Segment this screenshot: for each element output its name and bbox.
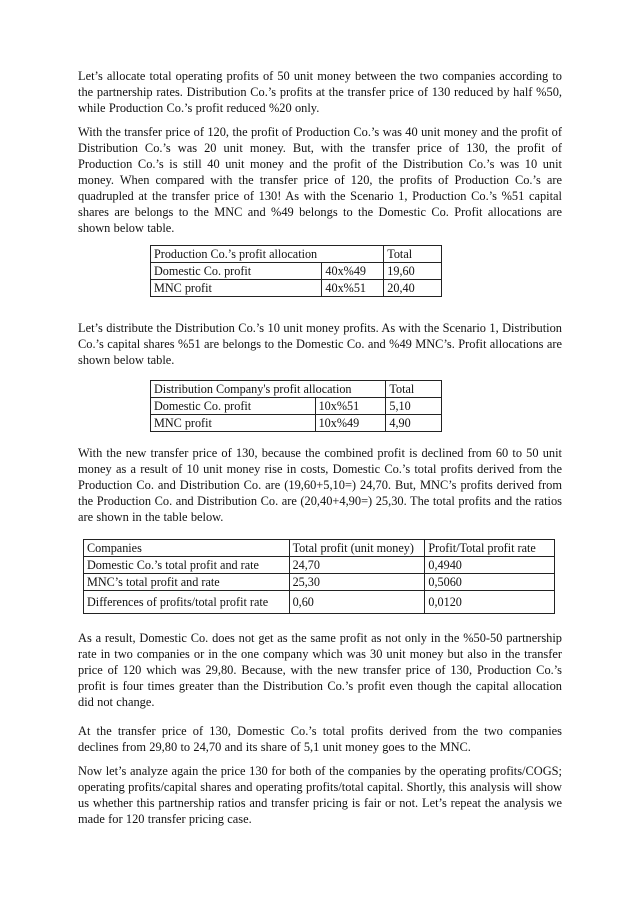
paragraph-decline: At the transfer price of 130, Domestic Co.’s total profits derived from the two companies declines from 29,80 to 24,70 and its share of 5,1 unit money goes to the MNC. xyxy=(78,724,562,754)
table-cell: 40x%49 xyxy=(322,263,384,280)
table-row xyxy=(84,557,555,574)
table-cell: 0,0120 xyxy=(425,591,555,614)
table-header-cell: Total profit (unit money) xyxy=(289,540,425,557)
table-cell: MNC profit xyxy=(151,415,316,432)
table-header-cell: Total xyxy=(386,381,442,398)
table-row xyxy=(84,540,555,557)
table-cell: 0,5060 xyxy=(425,574,555,591)
table-row xyxy=(84,591,555,614)
table-cell: 40x%51 xyxy=(322,280,384,297)
table-row xyxy=(151,398,442,415)
table-cell: Domestic Co.’s total profit and rate xyxy=(84,557,290,574)
paragraph-allocation-intro: Let’s allocate total operating profits of 50 unit money between the two companies according to the partnership rates. Distribution Co.’s profits at the transfer price of 130 reduced by half %50, while Production Co.’s profit reduced %20 only. xyxy=(78,69,562,115)
total-profit-table xyxy=(83,539,555,614)
table-header-cell: Total xyxy=(384,246,442,263)
paragraph-combined-profit: With the new transfer price of 130, because the combined profit is declined from 60 to 50 unit money as a result of 10 unit money rise in costs, Domestic Co.’s total profits derived from the Production Co. and Distribution Co. are (19,60+5,10=) 24,70. But, MNC’s profits derived from the Production Co. and Distribution Co. are (20,40+4,90=) 25,30. The total profits and the ratios are shown in the table below. xyxy=(78,446,562,524)
table-cell: Domestic Co. profit xyxy=(151,263,322,280)
table-row xyxy=(151,280,442,297)
table-header-cell: Production Co.’s profit allocation xyxy=(151,246,384,263)
table-cell: 0,60 xyxy=(289,591,425,614)
table-cell: 24,70 xyxy=(289,557,425,574)
table-header-cell: Distribution Company's profit allocation xyxy=(151,381,386,398)
production-profit-table xyxy=(150,245,442,297)
table-cell: 10x%51 xyxy=(315,398,386,415)
table-header-cell: Companies xyxy=(84,540,290,557)
paragraph-distribution-profits: Let’s distribute the Distribution Co.’s 10 unit money profits. As with the Scenario 1, Distribution Co.’s capital shares %51 are belongs to the Domestic Co. and %49 MNC’s. Profit allocations are shown below table. xyxy=(78,321,562,367)
table-header-cell: Profit/Total profit rate xyxy=(425,540,555,557)
table-row xyxy=(151,415,442,432)
paragraph-analysis: Now let’s analyze again the price 130 for both of the companies by the operating profits/COGS; operating profits/capital shares and operating profits/total capital. Shortly, this analysis will show us whether this partnership ratios and transfer pricing is fair or not. Let’s repeat the analysis we made for 120 transfer pricing case. xyxy=(78,764,562,826)
table-cell: 25,30 xyxy=(289,574,425,591)
table-row xyxy=(151,246,442,263)
table-row xyxy=(151,381,442,398)
table-row xyxy=(84,574,555,591)
table-cell: 5,10 xyxy=(386,398,442,415)
table-cell: MNC profit xyxy=(151,280,322,297)
table-cell: Differences of profits/total profit rate xyxy=(84,591,290,614)
table-cell: 10x%49 xyxy=(315,415,386,432)
table-cell: MNC’s total profit and rate xyxy=(84,574,290,591)
table-cell: 20,40 xyxy=(384,280,442,297)
table-cell: 4,90 xyxy=(386,415,442,432)
table-cell: Domestic Co. profit xyxy=(151,398,316,415)
table-cell: 19,60 xyxy=(384,263,442,280)
table-cell: 0,4940 xyxy=(425,557,555,574)
paragraph-transfer-price-comparison: With the transfer price of 120, the profit of Production Co.’s was 40 unit money and the profit of Distribution Co.’s was 20 unit money. But, with the transfer price of 130, the profit of Production Co.’s is still 40 unit money and the profit of the Distribution Co.’s was 10 unit money. When compared with the transfer price of 120, the profits of Production Co.’s are quadrupled at the transfer price of 130! As with the Scenario 1, Production Co.’s %51 capital shares are belongs to the MNC and %49 belongs to the Domestic Co. Profit allocations are shown below table. xyxy=(78,125,562,235)
paragraph-result: As a result, Domestic Co. does not get as the same profit as not only in the %50-50 partnership rate in two companies or in the one company which was 30 unit money but also in the transfer price of 120 which was 29,80. Because, with the new transfer price of 130, Production Co.’s profit is four times greater than the Distribution Co.’s profit even though the capital allocation did not change. xyxy=(78,631,562,709)
table-row xyxy=(151,263,442,280)
distribution-profit-table xyxy=(150,380,442,432)
